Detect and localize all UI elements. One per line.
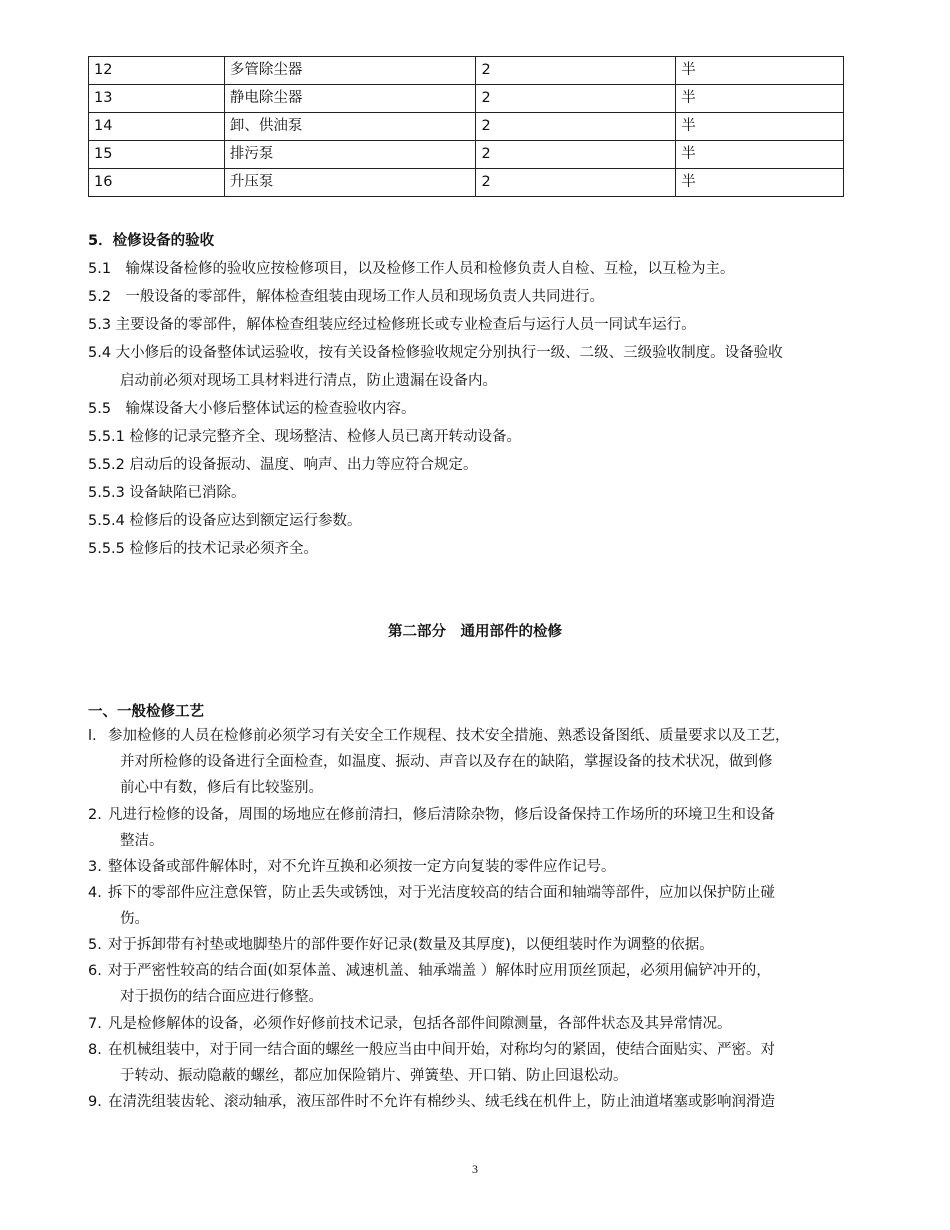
item-text: 于转动、振动隐蔽的螺丝，都应加保险销片、弹簧垫、开口销、防止回退松动。 <box>120 1068 628 1084</box>
list-item <box>88 961 771 981</box>
item-text: 参加检修的人员在检修前必须学习有关安全工作规程、技术安全措施、熟悉设备图纸、质量要求以及工艺， <box>108 728 790 744</box>
item-text: 并对所检修的设备进行全面检查，如温度、振动、声音以及存在的缺陷，掌握设备的技术状况，做到修 <box>120 754 773 770</box>
section-5-line: 5.5 输煤设备大小修后整体试运的检查验收内容。 <box>88 401 416 417</box>
cell-name: 卸、供油泵 <box>224 113 476 141</box>
item-number: 6. <box>88 963 102 979</box>
section-5-line: 5.5.1 检修的记录完整齐全、现场整洁、检修人员已离开转动设备。 <box>88 429 522 445</box>
item-number: l. <box>88 728 97 744</box>
cell-no: 14 <box>89 113 225 141</box>
list-item <box>88 935 714 955</box>
equipment-table <box>88 56 844 197</box>
item-text: 对于损伤的结合面应进行修整。 <box>120 989 323 1005</box>
item-text: 对于拆卸带有衬垫或地脚垫片的部件要作好记录(数量及其厚度)，以便组装时作为调整的依据。 <box>108 937 714 953</box>
section-5-line: 5.3 主要设备的零部件，解体检查组装应经过检修班长或专业检查后与运行人员一同试车运行。 <box>88 317 696 333</box>
cell-period: 半 <box>676 169 844 197</box>
list-item <box>88 1092 775 1112</box>
item-text: 前心中有数，修后有比较鉴别。 <box>120 780 323 796</box>
list-item <box>88 883 775 903</box>
cell-period: 半 <box>676 141 844 169</box>
section-5-line: 5.5.5 检修后的技术记录必须齐全。 <box>88 541 319 557</box>
item-text: 伤。 <box>120 911 149 927</box>
list-item <box>88 805 775 825</box>
cell-name: 升压泵 <box>224 169 476 197</box>
section-5-line: 5.1 输煤设备检修的验收应按检修项目，以及检修工作人员和检修负责人自检、互检，以互检为主。 <box>88 261 735 277</box>
item-number: 9. <box>88 1094 102 1110</box>
cell-period: 半 <box>676 113 844 141</box>
cell-qty: 2 <box>476 57 676 85</box>
item-text: 对于严密性较高的结合面(如泵体盖、减速机盖、轴承端盖 ）解体时应用顶丝顶起，必须用偏铲冲开的， <box>108 963 771 979</box>
section-5-line: 5.5.4 检修后的设备应达到额定运行参数。 <box>88 513 362 529</box>
item-text: 在机械组装中，对于同一结合面的螺丝一般应当由中间开始，对称均匀的紧固，使结合面贴实、严密。对 <box>108 1042 775 1058</box>
section-5-heading: 5．检修设备的验收 <box>88 233 215 249</box>
list-item <box>88 726 790 746</box>
item-text: 整体设备或部件解体时，对不允许互换和必须按一定方向复装的零件应作记号。 <box>108 859 616 875</box>
item-number: 4. <box>88 885 102 901</box>
cell-name: 多管除尘器 <box>224 57 476 85</box>
cell-period: 半 <box>676 57 844 85</box>
item-text: 整洁。 <box>120 833 164 849</box>
item-number: 5. <box>88 937 102 953</box>
section-5-line: 5.5.2 启动后的设备振动、温度、响声、出力等应符合规定。 <box>88 457 478 473</box>
item-number: 2. <box>88 807 102 823</box>
cell-qty: 2 <box>476 85 676 113</box>
list-item <box>88 857 616 877</box>
item-text: 凡进行检修的设备，周围的场地应在修前清扫，修后清除杂物，修后设备保持工作场所的环境卫生和设备 <box>108 807 775 823</box>
cell-no: 12 <box>89 57 225 85</box>
section-5-line: 5.4 大小修后的设备整体试运验收，按有关设备检修验收规定分别执行一级、二级、三级验收制度。设备验收 <box>88 345 783 361</box>
list-item <box>88 1014 732 1034</box>
table-row <box>89 113 844 141</box>
table-row <box>89 85 844 113</box>
cell-no: 15 <box>89 141 225 169</box>
item-number: 8. <box>88 1042 102 1058</box>
cell-qty: 2 <box>476 169 676 197</box>
section-5-line: 5.2 一般设备的零部件，解体检查组装由现场工作人员和现场负责人共同进行。 <box>88 289 605 305</box>
page-number: 3 <box>472 1162 478 1176</box>
cell-name: 静电除尘器 <box>224 85 476 113</box>
list-item <box>88 1040 775 1060</box>
item-number: 7. <box>88 1016 102 1032</box>
cell-qty: 2 <box>476 113 676 141</box>
cell-no: 13 <box>89 85 225 113</box>
item-text: 拆下的零部件应注意保管，防止丢失或锈蚀，对于光洁度较高的结合面和轴端等部件，应加以保护防止碰 <box>108 885 775 901</box>
general-heading: 一、一般检修工艺 <box>88 704 204 720</box>
table-row <box>89 141 844 169</box>
section-5-line: 5.5.3 设备缺陷已消除。 <box>88 485 246 501</box>
item-text: 在清洗组装齿轮、滚动轴承，液压部件时不允许有棉纱头、绒毛线在机件上，防止油道堵塞或影响润滑造 <box>108 1094 775 1110</box>
table-row <box>89 169 844 197</box>
cell-name: 排污泵 <box>224 141 476 169</box>
part-2-title: 第二部分 通用部件的检修 <box>388 624 562 640</box>
item-number: 3. <box>88 859 102 875</box>
cell-period: 半 <box>676 85 844 113</box>
item-text: 凡是检修解体的设备，必须作好修前技术记录，包括各部件间隙测量，各部件状态及其异常情况。 <box>108 1016 732 1032</box>
cell-qty: 2 <box>476 141 676 169</box>
section-5-line: 启动前必须对现场工具材料进行清点，防止遗漏在设备内。 <box>120 373 497 389</box>
cell-no: 16 <box>89 169 225 197</box>
table-row <box>89 57 844 85</box>
